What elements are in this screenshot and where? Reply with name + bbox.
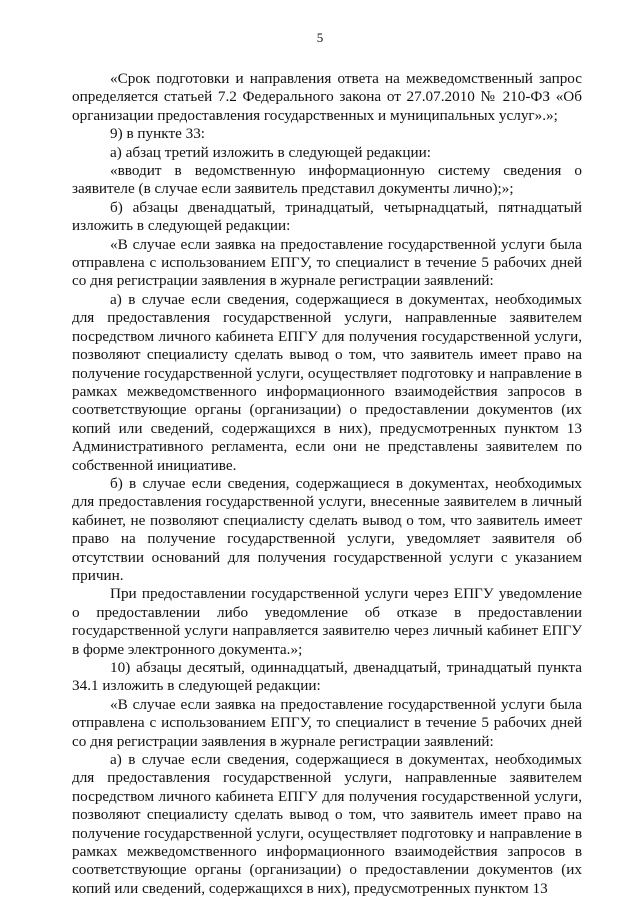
paragraph: «В случае если заявка на предоставление государственной услуги была отправлена с использованием ЕПГУ, то специалист в течение 5 рабочих дней со дня регистрации заявления в журнале регистрации заявлений: bbox=[72, 235, 582, 290]
paragraph: а) абзац третий изложить в следующей редакции: bbox=[110, 143, 431, 161]
paragraph: «В случае если заявка на предоставление государственной услуги была отправлена с использованием ЕПГУ, то специалист в течение 5 рабочих дней со дня регистрации заявления в журнале регистрации заявлений: bbox=[72, 695, 582, 750]
paragraph: 10) абзацы десятый, одиннадцатый, двенадцатый, тринадцатый пункта 34.1 изложить в следующей редакции: bbox=[72, 659, 582, 695]
paragraph: б) в случае если сведения, содержащиеся в документах, необходимых для предоставления государственной услуги, внесенные заявителем в личный кабинет, не позволяют специалисту сделать вывод о том, что заявитель имеет право на получение государственной услуги, уведомляет заявителя об отсутствии оснований для получения государственной услуги с указанием причин. bbox=[72, 474, 582, 584]
paragraph: б) абзацы двенадцатый, тринадцатый, четырнадцатый, пятнадцатый изложить в следующей редакции: bbox=[72, 198, 582, 235]
paragraph: «вводит в ведомственную информационную систему сведения о заявителе (в случае если заявитель представил документы лично);»; bbox=[72, 162, 582, 198]
paragraph: а) в случае если сведения, содержащиеся в документах, необходимых для предоставления государственной услуги, направленные заявителем посредством личного кабинета ЕПГУ для получения государственной услуги, позволяют специалисту сделать вывод о том, что заявитель имеет право на получение государственной услуги, осуществляет подготовку и направление в рамках межведомственного информационного взаимодействия запросов в соответствующие органы (организации) о предоставлении документов (их копий или сведений, содержащихся в них), предусмотренных пунктом 13 Административного регламента, если они не представлены заявителем по собственной инициативе. bbox=[72, 290, 582, 474]
paragraph: «Срок подготовки и направления ответа на межведомственный запрос определяется статьей 7.2 Федерального закона от 27.07.2010 № 210-ФЗ «Об организации предоставления государственных и муниципальных услуг».»; bbox=[72, 70, 582, 124]
paragraph: При предоставлении государственной услуги через ЕПГУ уведомление о предоставлении либо уведомление об отказе в предоставлении государственной услуги направляется заявителю через личный кабинет ЕПГУ в форме электронного документа.»; bbox=[72, 585, 582, 658]
paragraph: 9) в пункте 33: bbox=[110, 125, 206, 143]
paragraph: а) в случае если сведения, содержащиеся в документах, необходимых для предоставления государственной услуги, направленные заявителем посредством личного кабинета ЕПГУ для получения государственной услуги, позволяют специалисту сделать вывод о том, что заявитель имеет право на получение государственной услуги, осуществляет подготовку и направление в рамках межведомственного информационного взаимодействия запросов в соответствующие органы (организации) о предоставлении документов (их копий или сведений, содержащихся в них), предусмотренных пунктом 13 bbox=[72, 751, 582, 897]
page-number: 5 bbox=[316, 30, 324, 45]
document-body bbox=[72, 70, 582, 898]
